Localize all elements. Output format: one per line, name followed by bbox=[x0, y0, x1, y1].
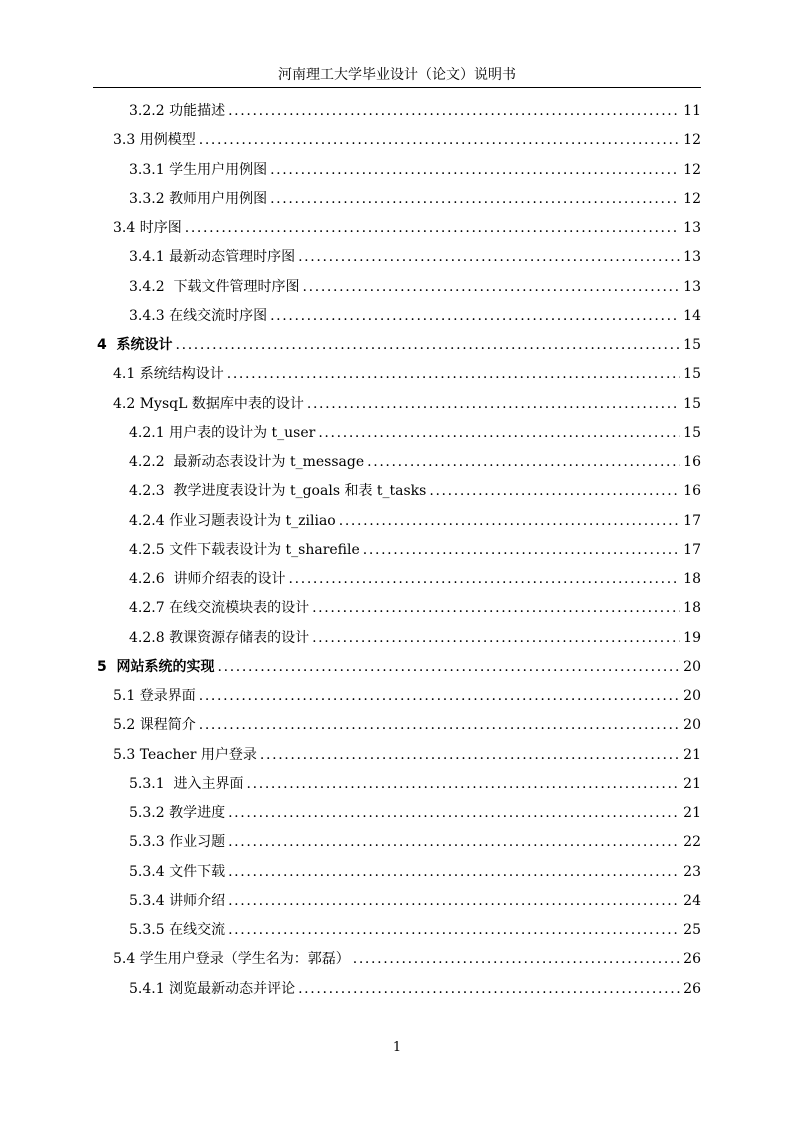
toc-entry-title: 3.4.2 下载文件管理时序图 bbox=[129, 278, 300, 295]
toc-dot-leader bbox=[228, 920, 680, 940]
header-rule bbox=[93, 87, 701, 88]
toc-dot-leader bbox=[176, 335, 681, 355]
toc-entry-page: 20 bbox=[683, 658, 701, 675]
toc-entry-title: 5.4.1 浏览最新动态并评论 bbox=[129, 980, 296, 997]
toc-entry[interactable] bbox=[129, 891, 701, 911]
toc-entry[interactable] bbox=[113, 364, 701, 384]
toc-dot-leader bbox=[429, 481, 680, 501]
toc-entry-page: 14 bbox=[683, 307, 701, 324]
toc-entry-page: 13 bbox=[683, 278, 701, 295]
toc-dot-leader bbox=[228, 862, 680, 882]
toc-entry-title: 4.2.8 教课资源存储表的设计 bbox=[129, 629, 310, 646]
toc-entry-title: 3.4.1 最新动态管理时序图 bbox=[129, 249, 296, 266]
toc-entry[interactable] bbox=[113, 686, 701, 706]
toc-entry[interactable] bbox=[113, 218, 701, 238]
toc-entry-page: 18 bbox=[683, 571, 701, 587]
toc-entry-page: 23 bbox=[683, 863, 701, 880]
toc-dot-leader bbox=[270, 306, 680, 326]
toc-entry-title: 5.3.2 教学进度 bbox=[129, 805, 226, 821]
toc-entry[interactable] bbox=[129, 832, 701, 852]
toc-entry-title: 4.2.5 文件下载表设计为 t_sharefile bbox=[129, 541, 360, 558]
toc-entry-title: 4.2.4 作业习题表设计为 t_ziliao bbox=[129, 512, 336, 529]
toc-entry-page: 20 bbox=[683, 717, 701, 734]
toc-entry[interactable] bbox=[129, 160, 701, 180]
toc-dot-leader bbox=[312, 628, 680, 648]
toc-entry-title: 5.3.5 在线交流 bbox=[129, 922, 226, 938]
toc-entry-page: 15 bbox=[683, 395, 701, 412]
toc-entry-title: 5.1 登录界面 bbox=[113, 688, 196, 704]
toc-dot-leader bbox=[185, 218, 680, 238]
page-number: 1 bbox=[392, 1040, 402, 1055]
toc-dot-leader bbox=[228, 803, 680, 823]
toc-dot-leader bbox=[218, 657, 681, 677]
toc-entry-title: 5.3 Teacher 用户登录 bbox=[113, 746, 257, 763]
toc-dot-leader bbox=[227, 364, 680, 384]
toc-entry-page: 15 bbox=[683, 337, 701, 353]
toc-entry[interactable] bbox=[129, 423, 701, 443]
toc-entry[interactable] bbox=[129, 481, 701, 501]
toc-entry[interactable] bbox=[97, 657, 701, 677]
toc-dot-leader bbox=[353, 949, 680, 969]
toc-entry-title: 4.2.6 讲师介绍表的设计 bbox=[129, 571, 286, 587]
toc-dot-leader bbox=[199, 715, 680, 735]
toc-entry[interactable] bbox=[129, 569, 701, 589]
toc-entry-title: 3.2.2 功能描述 bbox=[129, 103, 226, 119]
toc-entry-title: 5.3.1 进入主界面 bbox=[129, 775, 244, 792]
toc-dot-leader bbox=[270, 160, 680, 180]
toc-entry-title: 3.3 用例模型 bbox=[113, 132, 196, 149]
toc-dot-leader bbox=[298, 979, 680, 999]
toc-entry-page: 16 bbox=[683, 483, 701, 500]
toc-entry-title: 5.3.3 作业习题 bbox=[129, 834, 226, 851]
toc-entry-title: 4 系统设计 bbox=[97, 337, 173, 353]
toc-entry[interactable] bbox=[129, 540, 701, 560]
toc-entry-page: 15 bbox=[683, 424, 701, 441]
toc-entry-page: 13 bbox=[683, 249, 701, 266]
toc-entry[interactable] bbox=[113, 715, 701, 735]
toc-dot-leader bbox=[228, 101, 680, 121]
toc-entry-title: 3.4 时序图 bbox=[113, 220, 182, 236]
toc-entry-page: 21 bbox=[683, 775, 701, 792]
toc-entry-page: 17 bbox=[683, 541, 701, 558]
toc-dot-leader bbox=[199, 686, 680, 706]
toc-entry[interactable] bbox=[129, 247, 701, 267]
toc-dot-leader bbox=[247, 774, 681, 794]
toc-entry[interactable] bbox=[129, 628, 701, 648]
toc-entry-title: 4.2.1 用户表的设计为 t_user bbox=[129, 424, 316, 441]
toc-entry[interactable] bbox=[113, 745, 701, 765]
toc-entry[interactable] bbox=[129, 598, 701, 618]
toc-entry-page: 20 bbox=[683, 688, 701, 704]
toc-entry[interactable] bbox=[97, 335, 701, 355]
toc-entry[interactable] bbox=[129, 979, 701, 999]
toc-entry-page: 22 bbox=[683, 834, 701, 851]
toc-dot-leader bbox=[363, 540, 680, 560]
toc-entry-page: 21 bbox=[683, 746, 701, 763]
toc-entry-page: 26 bbox=[683, 951, 701, 968]
toc-entry-page: 12 bbox=[683, 190, 701, 207]
toc-entry-title: 4.2.3 教学进度表设计为 t_goals 和表 t_tasks bbox=[129, 483, 427, 500]
toc-entry-title: 3.3.2 教师用户用例图 bbox=[129, 190, 268, 207]
toc-dot-leader bbox=[318, 423, 680, 443]
toc-entry-page: 24 bbox=[683, 892, 701, 909]
toc-dot-leader bbox=[289, 569, 681, 589]
toc-dot-leader bbox=[260, 745, 680, 765]
toc-entry[interactable] bbox=[113, 130, 701, 150]
toc-entry[interactable] bbox=[129, 101, 701, 121]
toc-dot-leader bbox=[270, 189, 680, 209]
toc-entry-page: 18 bbox=[683, 600, 701, 617]
toc-entry-page: 16 bbox=[683, 454, 701, 470]
toc-entry-title: 3.3.1 学生用户用例图 bbox=[129, 161, 268, 178]
toc-entry[interactable] bbox=[129, 306, 701, 326]
toc-entry-title: 3.4.3 在线交流时序图 bbox=[129, 307, 268, 324]
toc-entry-title: 4.2.2 最新动态表设计为 t_message bbox=[129, 454, 365, 470]
toc-entry[interactable] bbox=[113, 394, 701, 414]
toc-entry[interactable] bbox=[129, 803, 701, 823]
toc-entry-title: 5.3.4 讲师介绍 bbox=[129, 892, 226, 909]
running-header: 河南理工大学毕业设计（论文）说明书 bbox=[278, 67, 516, 83]
toc-entry-page: 21 bbox=[683, 805, 701, 821]
toc-dot-leader bbox=[298, 247, 680, 267]
toc-entry[interactable] bbox=[129, 277, 701, 297]
toc-entry-page: 12 bbox=[683, 132, 701, 149]
toc-dot-leader bbox=[228, 832, 680, 852]
toc-dot-leader bbox=[339, 511, 680, 531]
toc-entry[interactable] bbox=[129, 452, 701, 472]
toc-entry-page: 13 bbox=[683, 220, 701, 236]
toc-entry-page: 15 bbox=[683, 366, 701, 383]
toc-dot-leader bbox=[228, 891, 680, 911]
toc-entry-page: 26 bbox=[683, 980, 701, 997]
toc-dot-leader bbox=[367, 452, 680, 472]
toc-dot-leader bbox=[312, 598, 680, 618]
toc-entry-page: 11 bbox=[683, 103, 701, 119]
toc-entry-title: 5.3.4 文件下载 bbox=[129, 863, 226, 880]
toc-entry-page: 19 bbox=[683, 629, 701, 646]
toc-entry-page: 17 bbox=[683, 512, 701, 529]
toc-entry[interactable] bbox=[129, 862, 701, 882]
toc-entry-page: 12 bbox=[683, 161, 701, 178]
toc-entry-title: 4.1 系统结构设计 bbox=[113, 366, 224, 383]
toc-dot-leader bbox=[303, 277, 681, 297]
toc-entry-title: 4.2.7 在线交流模块表的设计 bbox=[129, 600, 310, 617]
toc-entry-page: 25 bbox=[683, 922, 701, 938]
toc-entry-title: 5.4 学生用户登录（学生名为：郭磊） bbox=[113, 951, 350, 968]
toc-entry-title: 5.2 课程简介 bbox=[113, 717, 196, 734]
toc-entry[interactable] bbox=[129, 774, 701, 794]
toc-entry[interactable] bbox=[129, 189, 701, 209]
toc-entry-title: 5 网站系统的实现 bbox=[97, 658, 215, 675]
toc-entry-title: 4.2 MysqL 数据库中表的设计 bbox=[113, 395, 304, 412]
toc-entry[interactable] bbox=[129, 920, 701, 940]
toc-entry[interactable] bbox=[129, 511, 701, 531]
toc-entry[interactable] bbox=[113, 949, 701, 969]
toc-dot-leader bbox=[307, 394, 680, 414]
toc-dot-leader bbox=[199, 130, 680, 150]
